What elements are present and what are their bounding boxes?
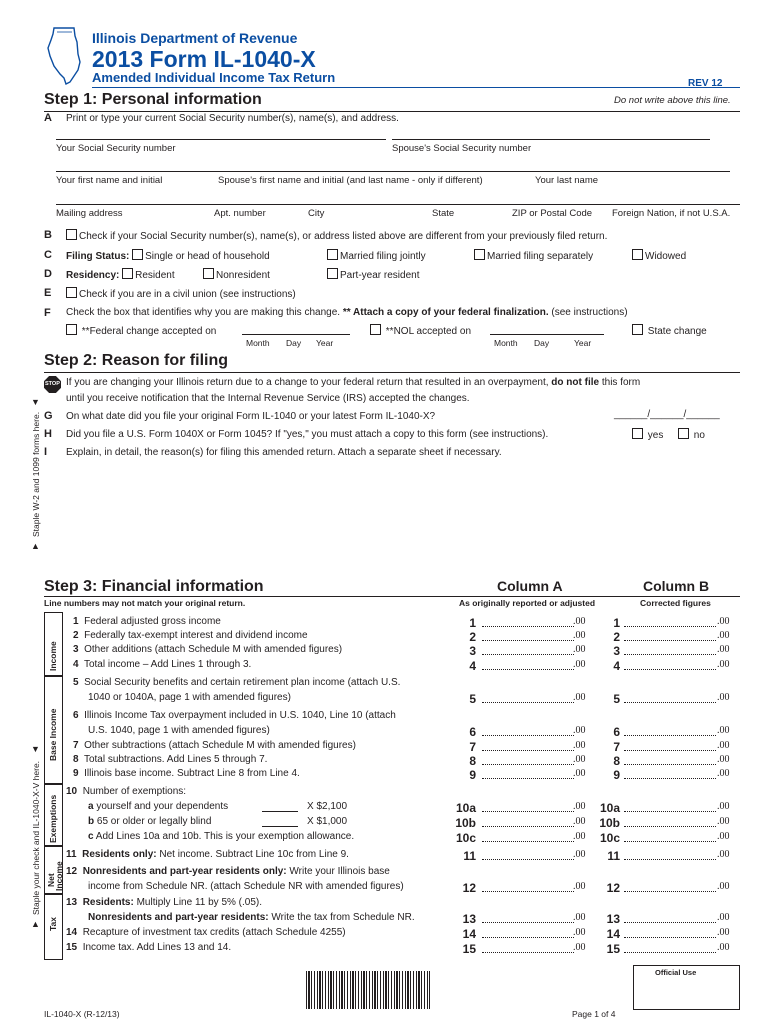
part-year-label: Part-year resident (340, 270, 420, 281)
line-g-letter: G (44, 410, 53, 422)
line-10a-number-col-b: 10a (599, 801, 620, 815)
line-14-col-a-cents: .00 (573, 927, 586, 938)
line-2: 2 Federally tax-exempt interest and dividend income (73, 630, 308, 641)
line-11-col-a-cents: .00 (573, 849, 586, 860)
line-3-col-b-field[interactable] (624, 644, 716, 655)
column-b-sub: Corrected figures (640, 598, 711, 608)
line-10: 10 Number of exemptions: (66, 786, 187, 797)
line-10b-col-b-cents: .00 (717, 816, 730, 827)
single-checkbox[interactable] (132, 249, 143, 260)
line-9-col-a-field[interactable] (482, 768, 574, 779)
line-13-number-col-b: 13 (606, 912, 620, 926)
line-12a: 12 Nonresidents and part-year residents only: Write your Illinois base (66, 866, 390, 877)
line-5-col-a-cents: .00 (573, 692, 586, 703)
line-14-col-b-field[interactable] (624, 927, 716, 938)
line-4-number-col-a: 4 (469, 659, 476, 673)
no-checkbox[interactable] (678, 428, 689, 439)
line-10a-col-a-cents: .00 (573, 801, 586, 812)
line-5-col-a-field[interactable] (482, 692, 574, 703)
federal-change-label: **Federal change accepted on (81, 326, 217, 337)
line-10c-number-col-a: 10c (455, 831, 476, 845)
mfj-label: Married filing jointly (340, 251, 426, 262)
line-5b: 1040 or 1040A, page 1 with amended figures) (88, 692, 291, 703)
line-7-col-b-field[interactable] (624, 740, 716, 751)
federal-date-field[interactable] (242, 324, 350, 335)
income-side-label: Income (44, 612, 63, 676)
line-h-text: Did you file a U.S. Form 1040X or Form 1045? If "yes," you must attach a copy to this form (see instructions). (66, 429, 549, 440)
line-6-col-a-cents: .00 (573, 725, 586, 736)
line-2-col-a-cents: .00 (573, 630, 586, 641)
state-label: State (432, 208, 455, 219)
line-3: 3 Other additions (attach Schedule M with amended figures) (73, 644, 343, 655)
staple-w2-text: Staple W-2 and 1099 forms here. (31, 411, 41, 537)
line-8-col-b-field[interactable] (624, 754, 716, 765)
line-8-number-col-b: 8 (613, 754, 620, 768)
explanation-area[interactable] (66, 466, 740, 570)
line-10b-number-col-b: 10b (599, 816, 620, 830)
yes-checkbox[interactable] (632, 428, 643, 439)
resident-checkbox[interactable] (122, 268, 133, 279)
mfs-label: Married filing separately (487, 251, 594, 262)
line-5-number-col-a: 5 (469, 692, 476, 706)
tax-side-label: Tax (44, 894, 63, 960)
line-d-letter: D (44, 268, 52, 280)
address-field[interactable] (56, 191, 740, 205)
state-change-label: State change (647, 326, 707, 337)
form-title: 2013 Form IL-1040-X (92, 46, 316, 72)
line-12-number-col-a: 12 (462, 881, 476, 895)
exemptions-b-count-field[interactable] (262, 818, 298, 827)
line-7-number-col-b: 7 (613, 740, 620, 754)
line-10c-number-col-b: 10c (599, 831, 620, 845)
line-2-number-col-b: 2 (613, 630, 620, 644)
line-11-number-col-a: 11 (463, 849, 476, 863)
line-14-number-col-a: 14 (462, 927, 476, 941)
line-13b: Nonresidents and part-year residents: Write the tax from Schedule NR. (88, 912, 415, 923)
line-10c-col-b-cents: .00 (717, 831, 730, 842)
nol-label: **NOL accepted on (385, 326, 472, 337)
line-10b-col-a-cents: .00 (573, 816, 586, 827)
line-7-number-col-a: 7 (469, 740, 476, 754)
line-b (66, 229, 607, 242)
civil-union-checkbox[interactable] (66, 287, 77, 298)
arrow-down-icon-2: ▼ (31, 744, 40, 754)
base-income-side-label: Base Income (44, 676, 63, 784)
line-7: 7 Other subtractions (attach Schedule M with amended figures) (73, 740, 356, 751)
line-5-col-b-field[interactable] (624, 692, 716, 703)
line-15-col-b-cents: .00 (717, 942, 730, 953)
state-change-checkbox[interactable] (632, 324, 643, 335)
line-12-number-col-b: 12 (606, 881, 620, 895)
single-label: Single or head of household (145, 251, 270, 262)
step3-heading: Step 3: Financial information (44, 578, 264, 595)
line-12-col-a-field[interactable] (482, 881, 574, 892)
nol-year-label: Year (574, 338, 592, 348)
nol-month-label: Month (494, 338, 518, 348)
illinois-state-outline-icon (44, 26, 84, 86)
spouse-ssn-label: Spouse's Social Security number (392, 143, 532, 154)
line-5-number-col-b: 5 (613, 692, 620, 706)
line-1-col-a-cents: .00 (573, 616, 586, 627)
line-10b-col-a-field[interactable] (482, 816, 574, 827)
civil-union-label: Check if you are in a civil union (see instructions) (79, 289, 296, 300)
line-1-col-a-field[interactable] (482, 616, 574, 627)
line-2-number-col-a: 2 (469, 630, 476, 644)
line-b-letter: B (44, 229, 52, 241)
column-b-heading: Column B (643, 578, 710, 594)
do-not-write-note: Do not write above this line. (614, 95, 731, 106)
spouse-ssn-field[interactable] (392, 126, 710, 140)
line-e-letter: E (44, 287, 52, 299)
line-7-col-b-cents: .00 (717, 740, 730, 751)
line-15-col-a-cents: .00 (573, 942, 586, 953)
foreign-label: Foreign Nation, if not U.S.A. (612, 208, 731, 219)
line-8-col-a-cents: .00 (573, 754, 586, 765)
city-label: City (308, 208, 325, 219)
line-9-number-col-b: 9 (613, 768, 620, 782)
line-4: 4 Total income – Add Lines 1 through 3. (73, 659, 252, 670)
nol-day-label: Day (534, 338, 550, 348)
line-13-col-a-cents: .00 (573, 912, 586, 923)
line-13-col-b-field[interactable] (624, 912, 716, 923)
line-10b-number-col-a: 10b (455, 816, 476, 830)
stop-sign-text: STOP (45, 381, 60, 387)
line-1-number-col-b: 1 (613, 616, 620, 630)
form-id: IL-1040-X (R-12/13) (44, 1009, 120, 1019)
line-11-col-b-cents: .00 (717, 849, 730, 860)
line-14-number-col-b: 14 (606, 927, 620, 941)
part-year-checkbox[interactable] (327, 268, 338, 279)
line-6-col-b-field[interactable] (624, 725, 716, 736)
line-8-col-a-field[interactable] (482, 754, 574, 765)
line-9-col-b-field[interactable] (624, 768, 716, 779)
line-6-number-col-b: 6 (613, 725, 620, 739)
line-9-col-b-cents: .00 (717, 768, 730, 779)
line-15-number-col-a: 15 (462, 942, 476, 956)
line-4-col-b-cents: .00 (717, 659, 730, 670)
line-c-letter: C (44, 249, 52, 261)
nol-checkbox[interactable] (370, 324, 381, 335)
line-2-col-b-field[interactable] (624, 630, 716, 641)
page-number: Page 1 of 4 (572, 1009, 616, 1019)
no-label: no (693, 430, 705, 441)
barcode (306, 971, 430, 1009)
line-2-col-b-cents: .00 (717, 630, 730, 641)
line-12b: income from Schedule NR. (attach Schedule NR with amended figures) (88, 881, 404, 892)
line-h-letter: H (44, 428, 52, 440)
line-5-col-b-cents: .00 (717, 692, 730, 703)
line-11-col-a-field[interactable] (482, 849, 574, 860)
line-11-number-col-b: 11 (607, 849, 620, 863)
mailing-address-label: Mailing address (56, 208, 123, 219)
zip-label: ZIP or Postal Code (512, 208, 593, 219)
line-12-col-b-cents: .00 (717, 881, 730, 892)
stop-text-1: If you are changing your Illinois return due to a change to your federal return that resulted in an overpayment, do not file this form (66, 377, 641, 388)
line-1-col-b-field[interactable] (624, 616, 716, 627)
line-4-col-a-field[interactable] (482, 659, 574, 670)
line-i-letter: I (44, 446, 48, 458)
column-a-heading: Column A (497, 578, 563, 594)
line-1: 1 Federal adjusted gross income (73, 616, 221, 627)
nonresident-checkbox[interactable] (203, 268, 214, 279)
fed-year-label: Year (316, 338, 334, 348)
line-10a-multiplier: X $2,100 (307, 801, 348, 812)
line-8: 8 Total subtractions. Add Lines 5 through 7. (73, 754, 268, 765)
line-f-letter: F (44, 307, 51, 319)
line-15: 15 Income tax. Add Lines 13 and 14. (66, 942, 232, 953)
line-15-col-b-field[interactable] (624, 942, 716, 953)
net-income-side-label: Net Income (44, 846, 63, 894)
line-6-col-a-field[interactable] (482, 725, 574, 736)
first-name-label: Your first name and initial (56, 175, 163, 186)
line-10c-col-b-field[interactable] (624, 831, 716, 842)
line-4-col-b-field[interactable] (624, 659, 716, 670)
line-7-col-a-cents: .00 (573, 740, 586, 751)
line-f-text: Check the box that identifies why you are making this change. ** Attach a copy of your federal finalization. (see instructions) (66, 307, 628, 318)
step1-heading: Step 1: Personal information (44, 91, 262, 108)
line-8-number-col-a: 8 (469, 754, 476, 768)
line-10a: a yourself and your dependents (88, 801, 229, 812)
line-1-number-col-a: 1 (469, 616, 476, 630)
official-use-label: Official Use (655, 968, 697, 977)
last-name-label: Your last name (535, 175, 599, 186)
column-a-sub: As originally reported or adjusted (459, 598, 596, 608)
line-3-number-col-a: 3 (469, 644, 476, 658)
name-field[interactable] (56, 158, 730, 172)
ssn-field[interactable] (56, 126, 386, 140)
line-4-number-col-b: 4 (613, 659, 620, 673)
line-3-col-a-cents: .00 (573, 644, 586, 655)
rev-code: REV 12 (688, 78, 723, 89)
line-10b-col-b-field[interactable] (624, 816, 716, 827)
line-number-note: Line numbers may not match your original return. (44, 598, 246, 608)
spouse-name-label: Spouse's first name and initial (and last name - only if different) (218, 175, 483, 186)
line-10c-col-a-field[interactable] (482, 831, 574, 842)
line-10c: c Add Lines 10a and 10b. This is your exemption allowance. (88, 831, 355, 842)
line-2-col-a-field[interactable] (482, 630, 574, 641)
line-1-col-b-cents: .00 (717, 616, 730, 627)
line-10a-number-col-a: 10a (455, 801, 476, 815)
line-8-col-b-cents: .00 (717, 754, 730, 765)
line-a-letter: A (44, 112, 52, 124)
address-changed-checkbox[interactable] (66, 229, 77, 240)
federal-change-checkbox[interactable] (66, 324, 77, 335)
yes-label: yes (647, 430, 664, 441)
line-6a: 6 Illinois Income Tax overpayment included in U.S. 1040, Line 10 (attach (73, 710, 396, 721)
line-14: 14 Recapture of investment tax credits (attach Schedule 4255) (66, 927, 346, 938)
line-g-text: On what date did you file your original Form IL-1040 or your latest Form IL-1040-X? (66, 411, 436, 422)
stop-text-2: until you receive notification that the Internal Revenue Service (IRS) accepted the changes. (66, 393, 470, 404)
line-14-col-b-cents: .00 (717, 927, 730, 938)
line-6b: U.S. 1040, page 1 with amended figures) (88, 725, 270, 736)
line-10a-col-b-cents: .00 (717, 801, 730, 812)
line-7-col-a-field[interactable] (482, 740, 574, 751)
line-11: 11 Residents only: Net income. Subtract Line 10c from Line 9. (66, 849, 349, 860)
line-12-col-b-field[interactable] (624, 881, 716, 892)
line-i-text: Explain, in detail, the reason(s) for filing this amended return. Attach a separate sheet if necessary. (66, 447, 502, 458)
line-9: 9 Illinois base income. Subtract Line 8 from Line 4. (73, 768, 300, 779)
line-14-col-a-field[interactable] (482, 927, 574, 938)
resident-label: Resident (135, 270, 175, 281)
line-3-col-b-cents: .00 (717, 644, 730, 655)
ssn-label: Your Social Security number (56, 143, 176, 154)
line-11-col-b-field[interactable] (624, 849, 716, 860)
line-a-text: Print or type your current Social Security number(s), name(s), and address. (66, 113, 399, 124)
widowed-label: Widowed (645, 251, 687, 262)
fed-day-label: Day (286, 338, 302, 348)
apt-label: Apt. number (214, 208, 266, 219)
department-name: Illinois Department of Revenue (92, 30, 298, 46)
line-3-number-col-b: 3 (613, 644, 620, 658)
staple-check-text: Staple your check and IL-1040-X-V here. (31, 760, 41, 915)
mfj-checkbox[interactable] (327, 249, 338, 260)
line-10a-col-a-field[interactable] (482, 801, 574, 812)
exemptions-a-count-field[interactable] (262, 803, 298, 812)
line-9-col-a-cents: .00 (573, 768, 586, 779)
line-13a: 13 Residents: Multiply Line 11 by 5% (.05). (66, 897, 263, 908)
step2-heading: Step 2: Reason for filing (44, 352, 229, 369)
line-10b-multiplier: X $1,000 (307, 816, 348, 827)
line-6-col-b-cents: .00 (717, 725, 730, 736)
line-10b: b 65 or older or legally blind (88, 816, 212, 827)
line-b-text: Check if your Social Security number(s), name(s), or address listed above are different from your previously filed return. (79, 231, 608, 242)
line-13-number-col-a: 13 (462, 912, 476, 926)
arrow-down-icon: ▼ (31, 397, 40, 407)
widowed-checkbox[interactable] (632, 249, 643, 260)
exemptions-side-label: Exemptions (44, 784, 63, 846)
line-3-col-a-field[interactable] (482, 644, 574, 655)
line-9-number-col-a: 9 (469, 768, 476, 782)
form-subtitle: Amended Individual Income Tax Return (92, 70, 336, 85)
line-15-number-col-b: 15 (606, 942, 620, 956)
arrow-up-icon: ▲ (31, 541, 40, 551)
line-12-col-a-cents: .00 (573, 881, 586, 892)
line-13-col-b-cents: .00 (717, 912, 730, 923)
line-15-col-a-field[interactable] (482, 942, 574, 953)
line-10a-col-b-field[interactable] (624, 801, 716, 812)
line-6-number-col-a: 6 (469, 725, 476, 739)
nol-date-field[interactable] (490, 324, 604, 335)
line-10c-col-a-cents: .00 (573, 831, 586, 842)
line-5a: 5 Social Security benefits and certain retirement plan income (attach U.S. (73, 677, 401, 688)
filing-status-label: Filing Status: (66, 251, 130, 262)
nonresident-label: Nonresident (216, 270, 270, 281)
mfs-checkbox[interactable] (474, 249, 485, 260)
line-4-col-a-cents: .00 (573, 659, 586, 670)
filing-date-field[interactable]: ______/______/______ (614, 409, 720, 420)
arrow-up-icon-2: ▲ (31, 919, 40, 929)
residency-label: Residency: (66, 270, 120, 281)
fed-month-label: Month (246, 338, 270, 348)
line-13-col-a-field[interactable] (482, 912, 574, 923)
